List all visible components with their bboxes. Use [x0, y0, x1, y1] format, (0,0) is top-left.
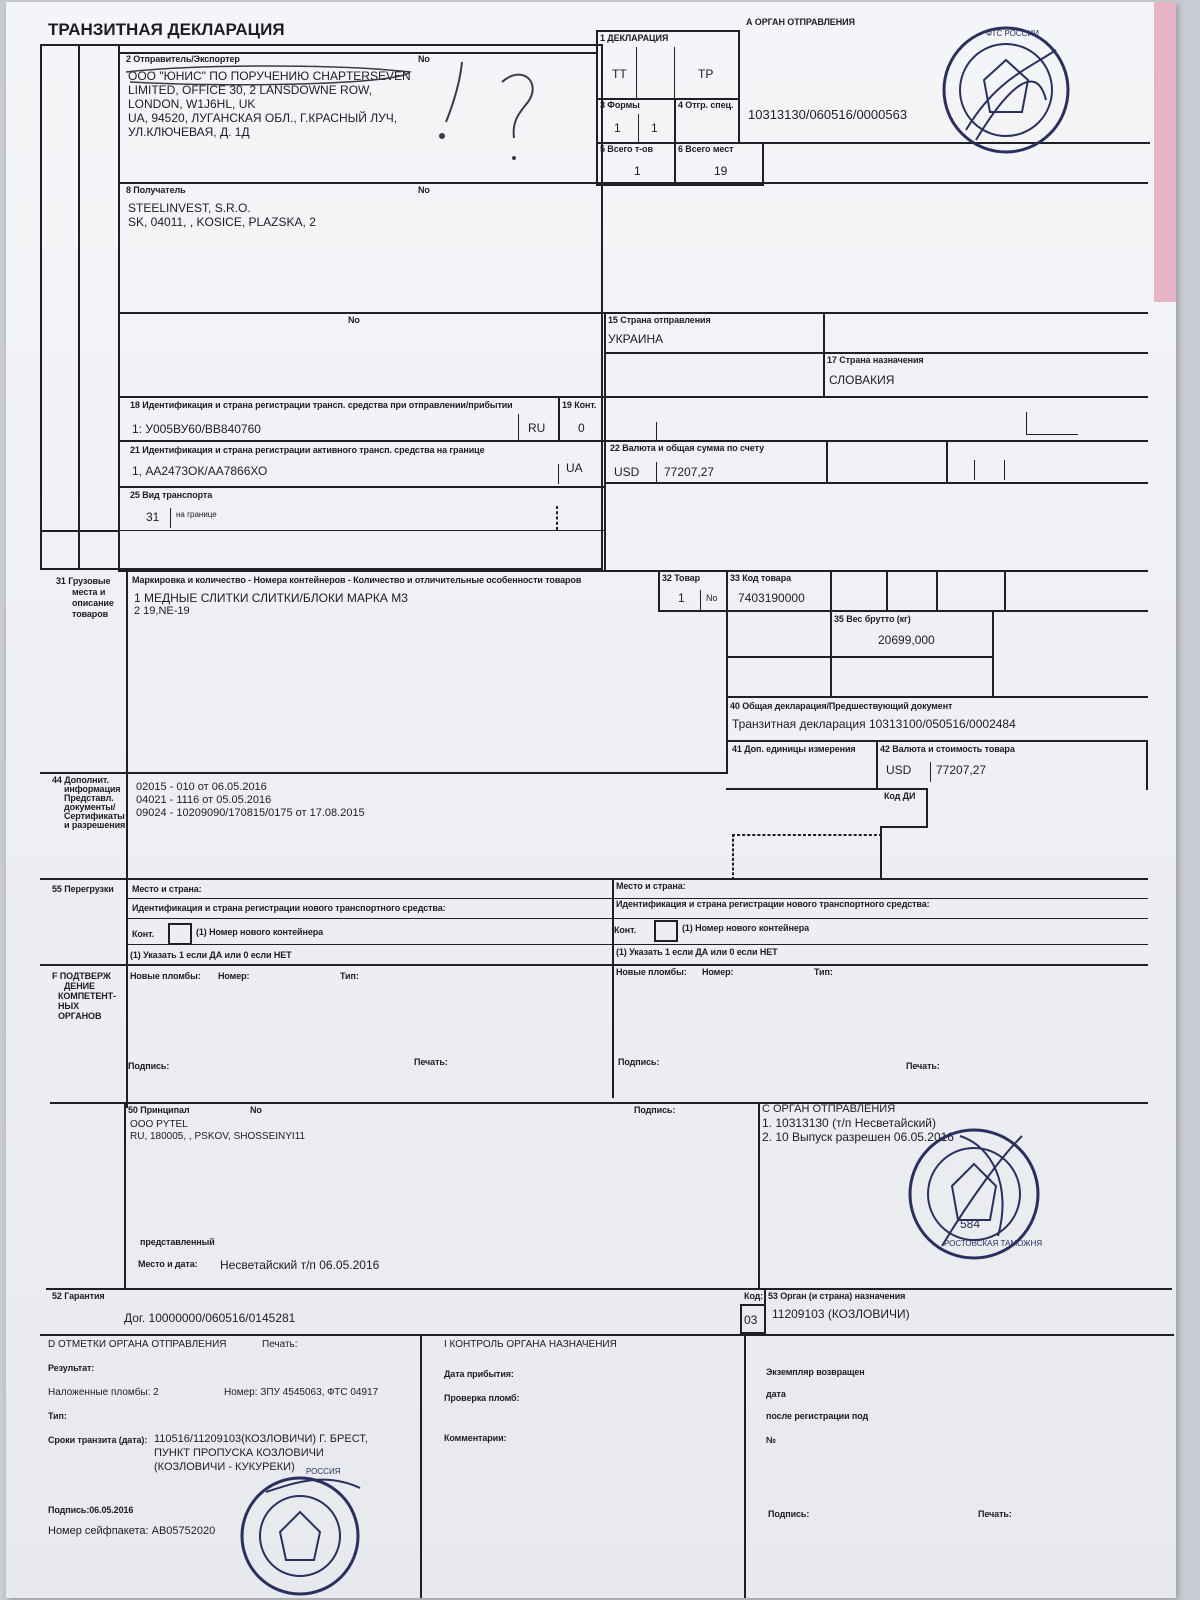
box-1-value-1: TT: [612, 67, 627, 81]
box-22-split: [656, 462, 657, 482]
tick-2: [1026, 412, 1027, 434]
box-32-left: [658, 570, 660, 612]
svg-text:РОССИЯ: РОССИЯ: [306, 1467, 341, 1476]
box-53-left: [764, 1288, 766, 1334]
box-c-label: С ОРГАН ОТПРАВЛЕНИЯ: [762, 1103, 896, 1115]
box-d-transit-line-1: 110516/11209103(КОЗЛОВИЧИ) Г. БРЕСТ,: [154, 1433, 368, 1445]
box-f-side-4: НЫХ: [58, 1001, 80, 1011]
box-1-split-2: [674, 47, 675, 99]
box-3-split: [638, 114, 639, 142]
box-3-4-split: [674, 98, 676, 144]
box-44-top: [40, 772, 728, 774]
box-i-right: [744, 1334, 746, 1598]
box-i-date: дата: [766, 1389, 786, 1399]
handwritten-marks: [402, 52, 552, 172]
box-18-country: RU: [528, 421, 546, 435]
box-55-hint-left: (1) Указать 1 если ДА или 0 если НЕТ: [130, 950, 292, 960]
box-42-bottom: [726, 788, 926, 790]
box-55-rule-2: [126, 918, 1148, 919]
box-55-top: [40, 878, 1148, 880]
box-f-type-left: Тип:: [340, 971, 359, 981]
box-41-label: 41 Доп. единицы измерения: [732, 744, 856, 754]
box-2-line-4: UA, 94520, ЛУГАНСКАЯ ОБЛ., Г.КРАСНЫЙ ЛУЧ,: [128, 111, 398, 125]
customs-stamp-top: [936, 20, 1076, 160]
box-44-side-3: Представл.: [64, 793, 114, 803]
box-i-seal-check: Проверка пломб:: [444, 1393, 520, 1403]
box-50-place-date: Несветайский т/п 06.05.2016: [220, 1258, 380, 1272]
box-32-bottom: [658, 610, 726, 612]
box-50-line-2: RU, 180005, , PSKOV, SHOSSEINYI11: [130, 1131, 306, 1142]
box-50-left: [124, 1102, 126, 1288]
box-52-label: 52 Гарантия: [52, 1291, 105, 1301]
kod-di-dash-2: [732, 834, 734, 880]
box-6-label: 6 Всего мест: [678, 144, 734, 154]
box-6-value: 19: [714, 164, 728, 178]
box-35-rule: [726, 656, 994, 658]
kod-di-bottom: [880, 826, 928, 828]
box-32-split: [700, 590, 701, 610]
box-33-bottom: [726, 610, 1148, 612]
box-14-top: [118, 312, 1148, 314]
box-i-sign: Подпись:: [768, 1509, 810, 1519]
box-41-right: [876, 740, 878, 790]
box-44-side-4: документы/: [64, 802, 116, 812]
box-50-line-1: ООО PYTEL: [130, 1119, 188, 1130]
box-32-label: 32 Товар: [662, 573, 701, 583]
box-f-sign-left: Подпись:: [128, 1061, 170, 1071]
tick-4: [974, 460, 975, 480]
box-5-value: 1: [634, 164, 641, 178]
box-31-line-2: 2 19,NE-19: [134, 605, 190, 617]
box-4-label: 4 Отгр. спец.: [678, 100, 734, 110]
box-8-line-1: STEELINVEST, S.R.O.: [128, 201, 251, 215]
box-44-line-3: 09024 - 10209090/170815/0175 от 17.08.2015: [136, 807, 365, 819]
box-44-side-1: 44 Дополнит.: [52, 775, 109, 785]
box-55-container-right: (1) Номер нового контейнера: [682, 923, 810, 933]
box-5-label: 5 Всего т-ов: [600, 144, 653, 154]
box-i-stamp: Печать:: [978, 1509, 1012, 1519]
svg-text:РОСТОВСКАЯ ТАМОЖНЯ: РОСТОВСКАЯ ТАМОЖНЯ: [944, 1239, 1043, 1248]
box-d-transit-line-2: ПУНКТ ПРОПУСКА КОЗЛОВИЧИ: [154, 1447, 324, 1459]
box-i-after-reg: после регистрации под: [766, 1411, 869, 1421]
box-f-number-right: Номер:: [702, 967, 734, 977]
box-i-no: №: [766, 1435, 776, 1445]
box-31-header: Маркировка и количество - Номера контейнеров - Количество и отличительные особенности товаров: [132, 575, 582, 585]
box-55-checkbox-left[interactable]: [168, 923, 192, 945]
box-22-right: [826, 440, 828, 482]
box-55-rule-3: [126, 944, 1148, 945]
box-d-sign-date: Подпись:06.05.2016: [48, 1505, 134, 1515]
box-d-number: Номер: ЗПУ 4545063, ФТС 04917: [224, 1387, 379, 1398]
box-42-split: [930, 762, 931, 782]
box-35-value: 20699,000: [878, 633, 935, 647]
box-25-value: 31: [146, 510, 160, 524]
box-8-no: No: [418, 185, 430, 195]
box-17-value: СЛОВАКИЯ: [829, 373, 895, 387]
box-2-label: 2 Отправитель/Экспортер: [126, 54, 240, 64]
box-f-side-1: F ПОДТВЕРЖ: [52, 971, 111, 981]
box-55-mid: [612, 878, 614, 1098]
box-18-label: 18 Идентификация и страна регистрации трансп. средства при отправлении/прибытии: [130, 400, 513, 410]
box-55-container-left: (1) Номер нового контейнера: [196, 927, 324, 937]
box-50-represented: представленный: [140, 1237, 215, 1247]
box-8-line-2: SK, 04011, , KOSICE, PLAZSKA, 2: [128, 215, 316, 229]
box-44-line-2: 04021 - 1116 от 05.05.2016: [136, 794, 272, 806]
box-53-value: 11209103 (КОЗЛОВИЧИ): [772, 1307, 910, 1321]
box-f-seals-left: Новые пломбы:: [130, 971, 201, 981]
box-50-label: 50 Принципал: [128, 1105, 190, 1115]
box-21-label: 21 Идентификация и страна регистрации активного трансп. средства на границе: [130, 445, 485, 455]
box-21-value: 1, АА2473ОК/АА7866ХО: [132, 464, 268, 478]
box-50-right: [758, 1102, 760, 1288]
box-15-17-split: [823, 312, 825, 396]
customs-stamp-middle: [902, 1116, 1046, 1266]
box-52-kod: Код:: [744, 1291, 764, 1301]
box-44-side-6: и разрешения: [64, 820, 126, 830]
box-f-side-2: ДЕНИЕ: [64, 981, 95, 991]
box-f-top: [40, 964, 1148, 966]
box-22-label: 22 Валюта и общая сумма по счету: [610, 443, 765, 453]
box-i-comments: Комментарии:: [444, 1433, 507, 1443]
box-50-sign: Подпись:: [634, 1105, 676, 1115]
box-55-kont-right: Конт.: [614, 925, 637, 935]
corner-divider: [40, 530, 120, 532]
box-55-hint-right: (1) Указать 1 если ДА или 0 если НЕТ: [616, 947, 778, 957]
box-d-type: Тип:: [48, 1411, 67, 1421]
box-21-split: [558, 464, 559, 484]
box-22-currency: USD: [614, 465, 640, 479]
box-i-label: I КОНТРОЛЬ ОРГАНА НАЗНАЧЕНИЯ: [444, 1339, 617, 1350]
box-52-kod-value: 03: [744, 1313, 758, 1327]
box-1-split: [636, 47, 637, 99]
customs-stamp-bottom: [236, 1452, 366, 1598]
box-a-label: А ОРГАН ОТПРАВЛЕНИЯ: [746, 17, 855, 27]
box-21-country: UA: [566, 461, 583, 475]
box-42-currency: USD: [886, 763, 912, 777]
tick-1: [656, 422, 657, 440]
box-f-stamp-left: Печать:: [414, 1057, 448, 1067]
box-2-line-2: LIMITED, OFFICE 30, 2 LANSDOWNE ROW,: [128, 83, 373, 97]
box-19-label: 19 Конт.: [562, 400, 597, 410]
box-1-value-2: TP: [698, 67, 714, 81]
box-c-line-2: 2. 10 Выпуск разрешен 06.05.2016: [762, 1130, 954, 1144]
box-d-right: [420, 1334, 422, 1598]
box-2-line-5: УЛ.КЛЮЧЕВАЯ, Д. 1Д: [128, 125, 250, 139]
box-40-value: Транзитная декларация 10313100/050516/0002484: [732, 717, 1016, 731]
box-44-side-5: Сертификаты: [64, 811, 125, 821]
tick-3: [1026, 434, 1078, 435]
box-18-value: 1: У005ВУ60/ВВ840760: [132, 422, 261, 436]
box-3-label: 3 Формы: [600, 100, 640, 110]
svg-text:ФТС РОССИИ: ФТС РОССИИ: [986, 29, 1039, 38]
box-32-value: 1: [678, 591, 685, 605]
box-c-line-1: 1. 10313130 (т/п Несветайский): [762, 1116, 936, 1130]
box-f-number-left: Номер:: [218, 971, 250, 981]
box-33-value: 7403190000: [738, 591, 805, 605]
box-25-split: [170, 508, 171, 528]
box-d-top: [40, 1334, 1174, 1336]
tick-5: [1004, 460, 1005, 480]
svg-text:584: 584: [960, 1217, 981, 1231]
box-19-value: 0: [578, 421, 585, 435]
declaration-number: 10313130/060516/0000563: [748, 107, 908, 122]
box-f-side-5: ОРГАНОВ: [58, 1011, 102, 1021]
box-33-label: 33 Код товара: [730, 573, 792, 583]
box-19-left: [558, 396, 560, 442]
box-2-line-1: ООО "ЮНИС" ПО ПОРУЧЕНИЮ CHAPTERSEVEN: [128, 69, 411, 83]
box-55-ident-right: Идентификация и страна регистрации нового транспортного средства:: [616, 899, 930, 909]
box-8-top: [118, 182, 1148, 184]
box-3-value-1: 1: [614, 121, 621, 135]
box-31-side-1: 31 Грузовые: [56, 576, 111, 586]
box-25-label: 25 Вид транспорта: [130, 490, 213, 500]
box-23-left: [946, 440, 948, 482]
box-50-top: [50, 1102, 1148, 1104]
box-3-value-2: 1: [651, 121, 658, 135]
box-f-sign-right: Подпись:: [618, 1057, 660, 1067]
box-40-bottom: [726, 740, 1148, 742]
box-55-checkbox-right[interactable]: [654, 920, 678, 942]
box-35-right: [992, 610, 994, 696]
handwritten-underline: [120, 62, 420, 92]
box-55-place-left: Место и страна:: [132, 884, 202, 894]
box-1-label: 1 ДЕКЛАРАЦИЯ: [600, 33, 669, 43]
box-2-no: No: [418, 54, 430, 64]
kod-di-label: Код ДИ: [884, 791, 916, 801]
box-d-result: Результат:: [48, 1363, 95, 1373]
box-25-sub: на границе: [176, 510, 217, 519]
box-22-amount: 77207,27: [664, 465, 715, 479]
box-55-side: 55 Перегрузки: [52, 884, 114, 894]
box-42-amount: 77207,27: [936, 763, 987, 777]
box-33-split-2: [886, 572, 888, 612]
box-31-top: [118, 570, 1148, 572]
box-33-split-1: [830, 572, 832, 696]
kod-di-dash: [732, 834, 882, 836]
box-f-side-3: КОМПЕТЕНТ-: [58, 991, 116, 1001]
box-d-label: D ОТМЕТКИ ОРГАНА ОТПРАВЛЕНИЯ: [48, 1339, 227, 1350]
box-18-top: [118, 396, 1148, 398]
goods-left: [126, 570, 128, 1108]
box-14-no: No: [348, 315, 360, 325]
box-40-label: 40 Общая декларация/Предшествующий документ: [730, 701, 953, 711]
box-50-no: No: [250, 1105, 262, 1115]
box-d-seals: Наложенные пломбы: 2: [48, 1387, 159, 1398]
box-17-top: [823, 352, 1148, 354]
box-52-top: [46, 1288, 1172, 1290]
box-i-arrival: Дата прибытия:: [444, 1369, 514, 1379]
box-d-safe: Номер сейфпакета: АВ05752020: [48, 1525, 216, 1537]
box-44-line-1: 02015 - 010 от 06.05.2016: [136, 781, 267, 793]
box-42-label: 42 Валюта и стоимость товара: [880, 744, 1015, 754]
box-44-side-2: информация: [64, 784, 121, 794]
box-f-stamp-right: Печать:: [906, 1061, 940, 1071]
box-5-6-split: [674, 142, 676, 186]
box-31-side-4: товаров: [72, 609, 109, 619]
box-15-value: УКРАИНА: [608, 332, 664, 346]
box-25-top: [118, 486, 606, 488]
box-8-label: 8 Получатель: [126, 185, 186, 195]
box-f-seals-right: Новые пломбы:: [616, 967, 687, 977]
box-32-no: No: [706, 593, 718, 603]
document-title: ТРАНЗИТНАЯ ДЕКЛАРАЦИЯ: [48, 20, 285, 39]
box-18-split: [518, 414, 519, 440]
box-22-bottom: [604, 482, 1148, 484]
box-17-label: 17 Страна назначения: [827, 355, 924, 365]
box-33-split-3: [936, 572, 938, 612]
box-31-side-2: места и: [72, 587, 106, 597]
box-50-place-date-label: Место и дата:: [138, 1259, 198, 1269]
box-55-ident-left: Идентификация и страна регистрации нового транспортного средства:: [132, 903, 446, 913]
box-25-bottom: [118, 530, 606, 531]
col-divider-2: [118, 44, 120, 570]
box-31-side-3: описание: [72, 598, 114, 608]
kod-di-right: [926, 788, 928, 828]
box-31-line-1: 1 МЕДНЫЕ СЛИТКИ СЛИТКИ/БЛОКИ МАРКА М3: [134, 591, 408, 605]
box-d-transit-line-3: (КОЗЛОВИЧИ - КУКУРЕКИ): [154, 1461, 295, 1473]
box-15-rule: [604, 352, 824, 354]
box-15-label: 15 Страна отправления: [608, 315, 711, 325]
box-35-bottom: [726, 696, 1148, 698]
box-33-split-4: [1004, 572, 1006, 612]
box-f-type-right: Тип:: [814, 967, 833, 977]
box-25-dash: [556, 506, 558, 530]
box-55-place-right: Место и страна:: [616, 881, 686, 891]
box-d-transit-label: Сроки транзита (дата):: [48, 1435, 148, 1445]
box-2-line-3: LONDON, W1J6HL, UK: [128, 97, 256, 111]
background-edge: [1154, 2, 1176, 302]
document-sheet: [6, 2, 1176, 1598]
box-53-label: 53 Орган (и страна) назначения: [768, 1291, 906, 1301]
box-35-label: 35 Вес брутто (кг): [834, 614, 911, 624]
box-21-top: [118, 440, 1148, 442]
box-i-returned: Экземпляр возвращен: [766, 1367, 865, 1377]
box-d-stamp: Печать:: [262, 1339, 298, 1350]
box-42-right: [1146, 740, 1148, 790]
box-55-kont-left: Конт.: [132, 929, 155, 939]
box-52-value: Дог. 10000000/060516/0145281: [124, 1311, 296, 1325]
col-divider-1: [78, 44, 80, 570]
